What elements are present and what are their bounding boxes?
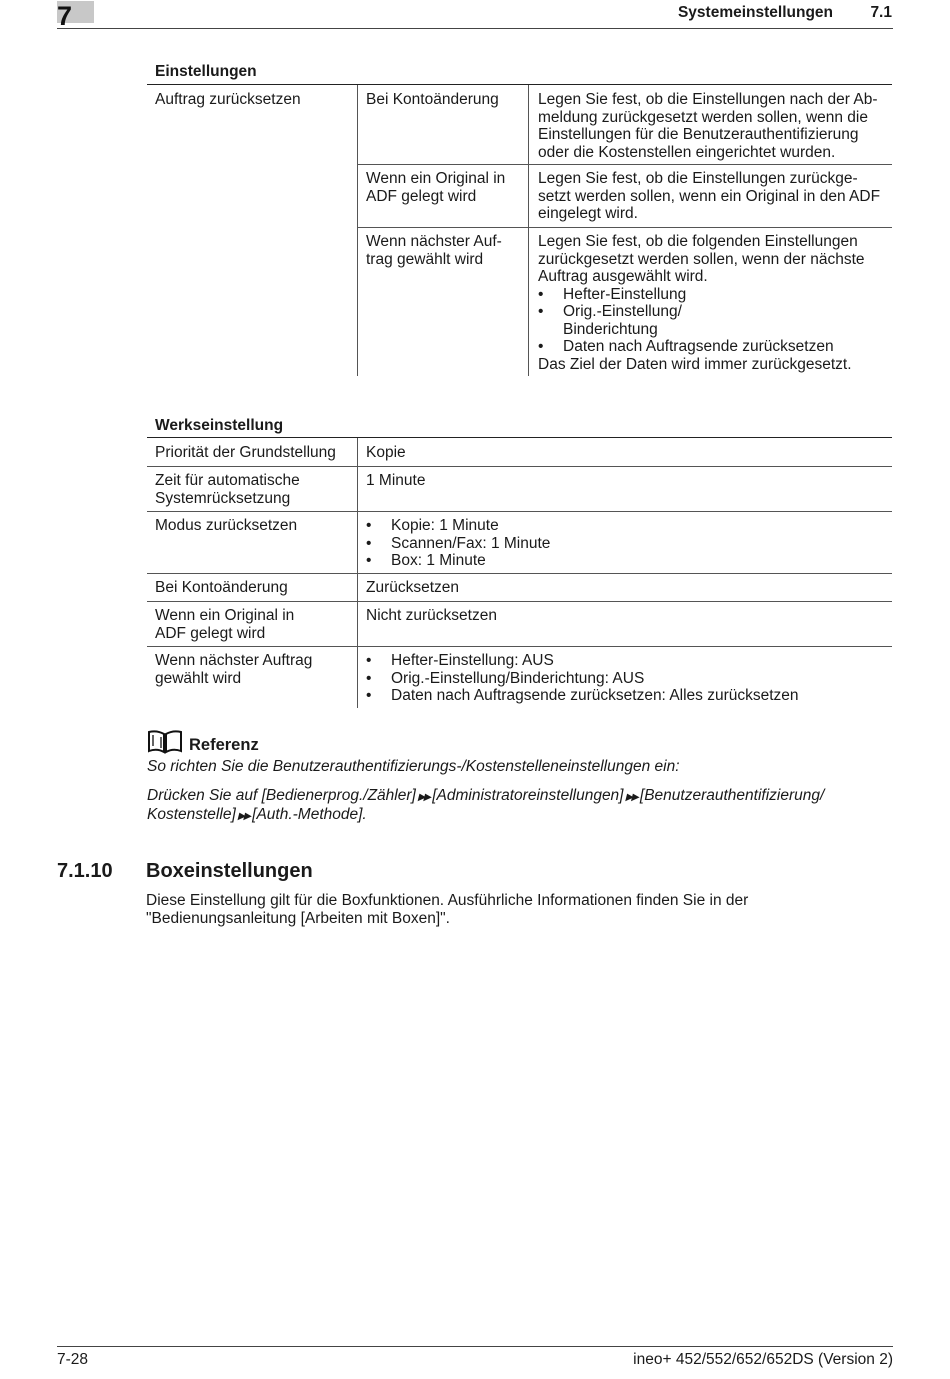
page-number: 7-28	[57, 1351, 89, 1368]
factory-value: Kopie	[366, 444, 406, 461]
bullet-item: • Orig.-Einstellung/Binderichtung: AUS	[366, 670, 799, 688]
bullet-item: • Box: 1 Minute	[366, 552, 550, 570]
settings-row-rule	[357, 164, 892, 165]
factory-label: Modus zurücksetzen	[155, 517, 298, 534]
section-number: 7.1.10	[57, 860, 113, 882]
product-model: ineo+ 452/552/652/652DS (Version 2)	[633, 1351, 893, 1368]
menu-arrow-icon: ▶▶	[237, 811, 250, 822]
factory-value: Zurücksetzen	[366, 579, 460, 596]
settings-option: Bei Kontoänderung	[366, 91, 499, 108]
bullet-item: • Daten nach Auftragsende zurücksetzen: Alles zurücksetzen	[366, 687, 799, 705]
menu-arrow-icon: ▶▶	[625, 792, 637, 803]
factory-row-rule	[147, 511, 892, 512]
factory-row-rule	[147, 573, 892, 574]
settings-option: Wenn nächster Auf- trag gewählt wird	[366, 233, 502, 268]
settings-table-heading: Einstellungen	[155, 63, 257, 80]
settings-description: Legen Sie fest, ob die folgenden Einstellungen zurückgesetzt werden sollen, wenn der nächste Auftrag ausgewählt wird. • Hefter-Einstellung • Orig.-Einstellung/ Binderichtung • Daten nach Auftragsende zurücksetzen Das Ziel der Daten wird immer zurückgesetzt.	[538, 233, 888, 373]
reference-title: Referenz	[189, 736, 259, 754]
settings-description: Legen Sie fest, ob die Einstellungen zurückge- setzt werden sollen, wenn ein Original in den ADF eingelegt wird.	[538, 170, 881, 222]
factory-table-top-rule	[147, 437, 892, 438]
running-header-title: Systemeinstellungen	[677, 4, 833, 21]
book-icon	[147, 729, 183, 755]
settings-group-label: Auftrag zurücksetzen	[155, 91, 301, 108]
factory-table-heading: Werkseinstellung	[155, 417, 284, 434]
header-rule	[57, 28, 893, 29]
factory-row-rule	[147, 466, 892, 467]
running-header-section: 7.1	[870, 4, 892, 21]
section-body: Diese Einstellung gilt für die Boxfunktionen. Ausführliche Informationen finden Sie in der "Bedienungsanleitung [Arbeiten mit Boxen]".	[146, 892, 749, 927]
settings-description: Legen Sie fest, ob die Einstellungen nach der Ab- meldung zurückgesetzt werden sollen, wenn die Einstellungen für die Benutzerauthentifizierung oder die Kostenstellen eingerichtet wurden.	[538, 91, 878, 161]
settings-option: Wenn ein Original in ADF gelegt wird	[366, 170, 506, 205]
factory-value	[366, 517, 550, 570]
factory-label: Zeit für automatische Systemrücksetzung	[155, 472, 300, 507]
factory-row-rule	[147, 601, 892, 602]
factory-value	[366, 652, 799, 705]
settings-col-divider-1	[357, 85, 358, 376]
reference-intro: So richten Sie die Benutzerauthentifizierungs-/Kostenstelleneinstellungen ein:	[147, 758, 680, 775]
bullet-item: • Kopie: 1 Minute	[366, 517, 550, 535]
settings-row-rule	[357, 227, 892, 228]
reference-path: Drücken Sie auf [Bedienerprog./Zähler] ▶▶ [Administratoreinstellungen] ▶▶ [Benutzerauthentifizierung/	[147, 787, 825, 804]
factory-bullet-list	[366, 517, 550, 570]
factory-label: Wenn nächster Auftrag gewählt wird	[155, 652, 313, 687]
factory-row-rule	[147, 646, 892, 647]
bullet-item: • Daten nach Auftragsende zurücksetzen	[538, 338, 888, 356]
factory-label: Bei Kontoänderung	[155, 579, 288, 596]
settings-col-divider-2	[528, 85, 529, 376]
factory-label: Wenn ein Original in ADF gelegt wird	[155, 607, 295, 642]
settings-table-top-rule	[147, 84, 892, 85]
factory-bullet-list	[366, 652, 799, 705]
factory-value: 1 Minute	[366, 472, 426, 489]
bullet-item: • Hefter-Einstellung	[538, 286, 888, 304]
footer-rule	[57, 1346, 893, 1347]
menu-arrow-icon: ▶▶	[417, 792, 430, 803]
factory-value: Nicht zurücksetzen	[366, 607, 497, 624]
bullet-item: • Hefter-Einstellung: AUS	[366, 652, 799, 670]
settings-bullet-list	[538, 286, 888, 356]
bullet-item: • Scannen/Fax: 1 Minute	[366, 535, 550, 553]
section-title: Boxeinstellungen	[146, 860, 313, 882]
factory-label: Priorität der Grundstellung	[155, 444, 336, 461]
bullet-item: • Orig.-Einstellung/ Binderichtung	[538, 303, 888, 338]
chapter-number: 7	[57, 1, 73, 31]
reference-path: Kostenstelle] ▶▶ [Auth.-Methode].	[147, 806, 367, 823]
